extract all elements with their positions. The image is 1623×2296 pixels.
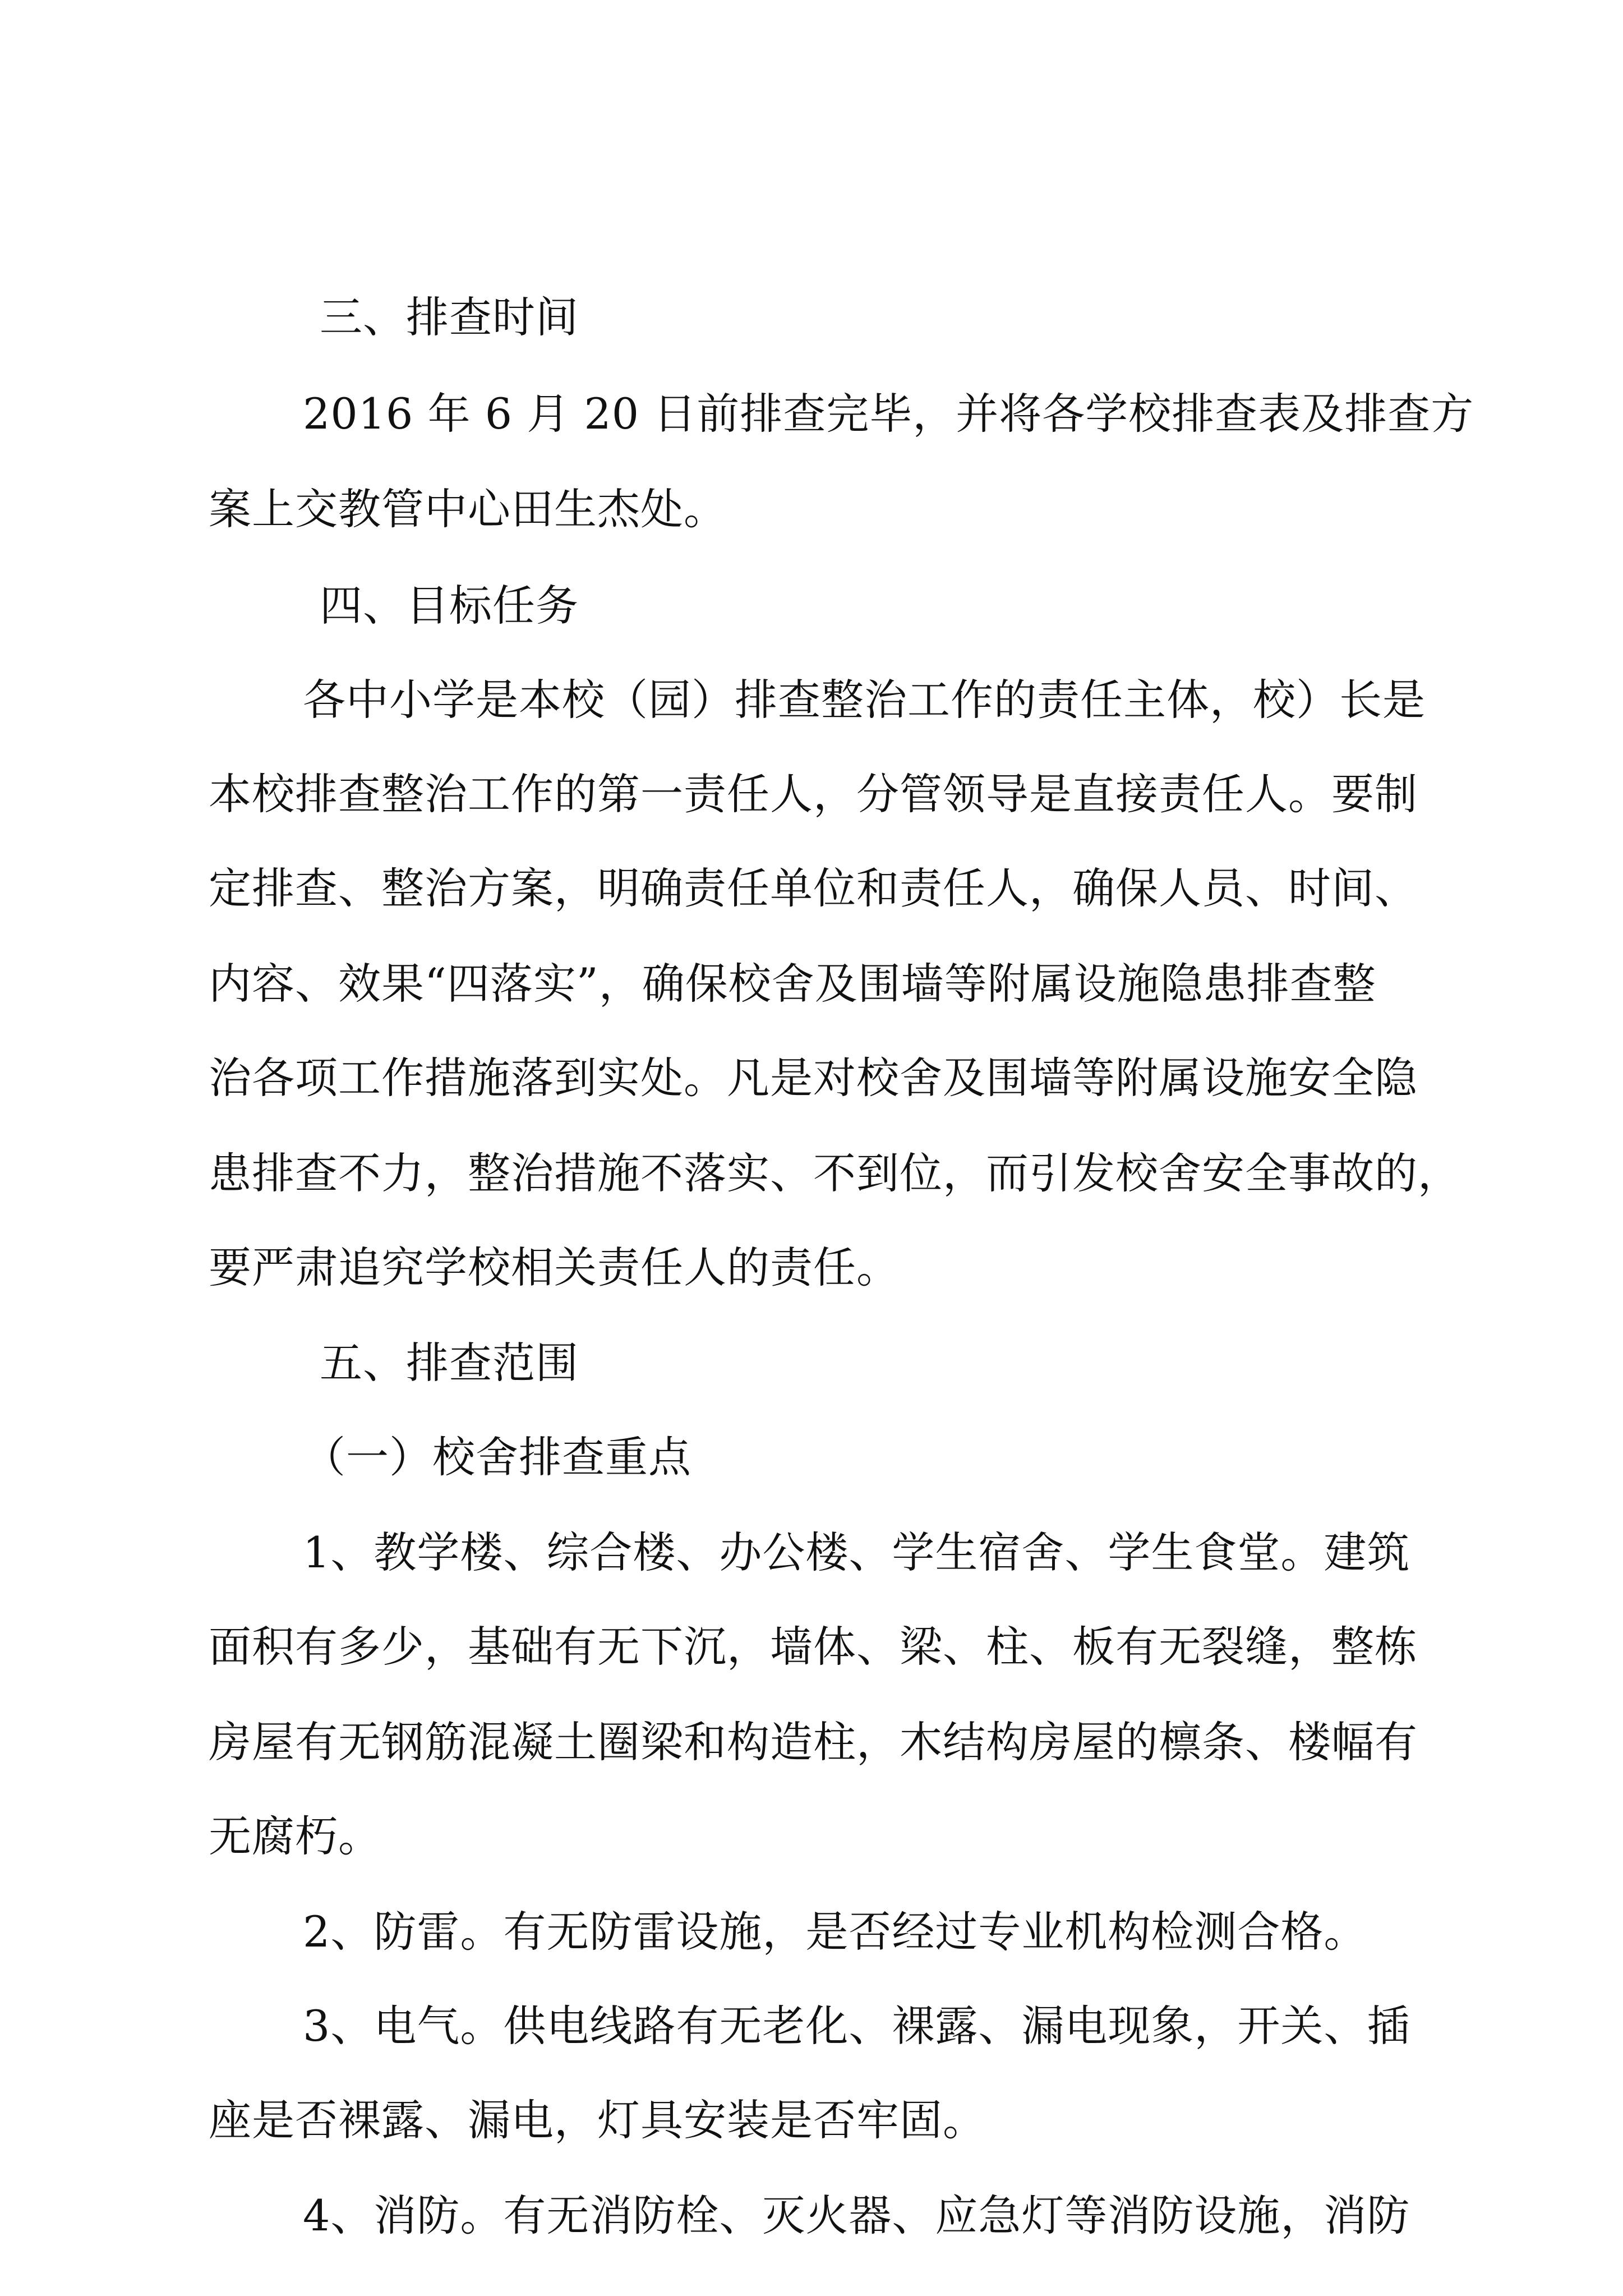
paragraph-line: 1、教学楼、综合楼、办公楼、学生宿舍、学生食堂。建筑 (303, 1527, 1410, 1577)
section-heading-5: 五、排查范围 (320, 1338, 579, 1388)
paragraph-line: 患排查不力，整治措施不落实、不到位，而引发校舍安全事故的， (209, 1148, 1461, 1198)
paragraph-line: 2、防雷。有无防雷设施，是否经过专业机构检测合格。 (303, 1907, 1367, 1957)
paragraph-line: 各中小学是本校（园）排查整治工作的责任主体，校）长是 (303, 675, 1426, 725)
paragraph-line: 本校排查整治工作的第一责任人，分管领导是直接责任人。要制 (209, 769, 1418, 819)
paragraph-line: 案上交教管中心田生杰处。 (209, 484, 727, 534)
paragraph-line: 治各项工作措施落到实处。凡是对校舍及围墙等附属设施安全隐 (209, 1053, 1418, 1103)
paragraph-line: 座是否裸露、漏电，灯具安装是否牢固。 (209, 2095, 986, 2145)
paragraph-line: 内容、效果“四落实”，确保校舍及围墙等附属设施隐患排查整 (209, 959, 1376, 1009)
paragraph-line: 无腐朽。 (209, 1811, 381, 1861)
section-heading-4: 四、目标任务 (320, 581, 579, 631)
paragraph-line: 面积有多少，基础有无下沉，墙体、梁、柱、板有无裂缝，整栋 (209, 1622, 1418, 1672)
paragraph-line: 4、消防。有无消防栓、灭火器、应急灯等消防设施，消防 (303, 2191, 1410, 2240)
section-heading-3: 三、排查时间 (320, 292, 579, 342)
paragraph-line: 2016 年 6 月 20 日前排查完毕，并将各学校排查表及排查方 (303, 389, 1474, 439)
subsection-heading: （一）校舍排查重点 (303, 1432, 691, 1482)
paragraph-line: 房屋有无钢筋混凝土圈梁和构造柱，木结构房屋的檩条、楼幅有 (209, 1717, 1418, 1767)
paragraph-line: 定排查、整治方案，明确责任单位和责任人，确保人员、时间、 (209, 863, 1418, 913)
paragraph-line: 要严肃追究学校相关责任人的责任。 (209, 1243, 900, 1292)
paragraph-line: 3、电气。供电线路有无老化、裸露、漏电现象，开关、插 (303, 2001, 1410, 2051)
